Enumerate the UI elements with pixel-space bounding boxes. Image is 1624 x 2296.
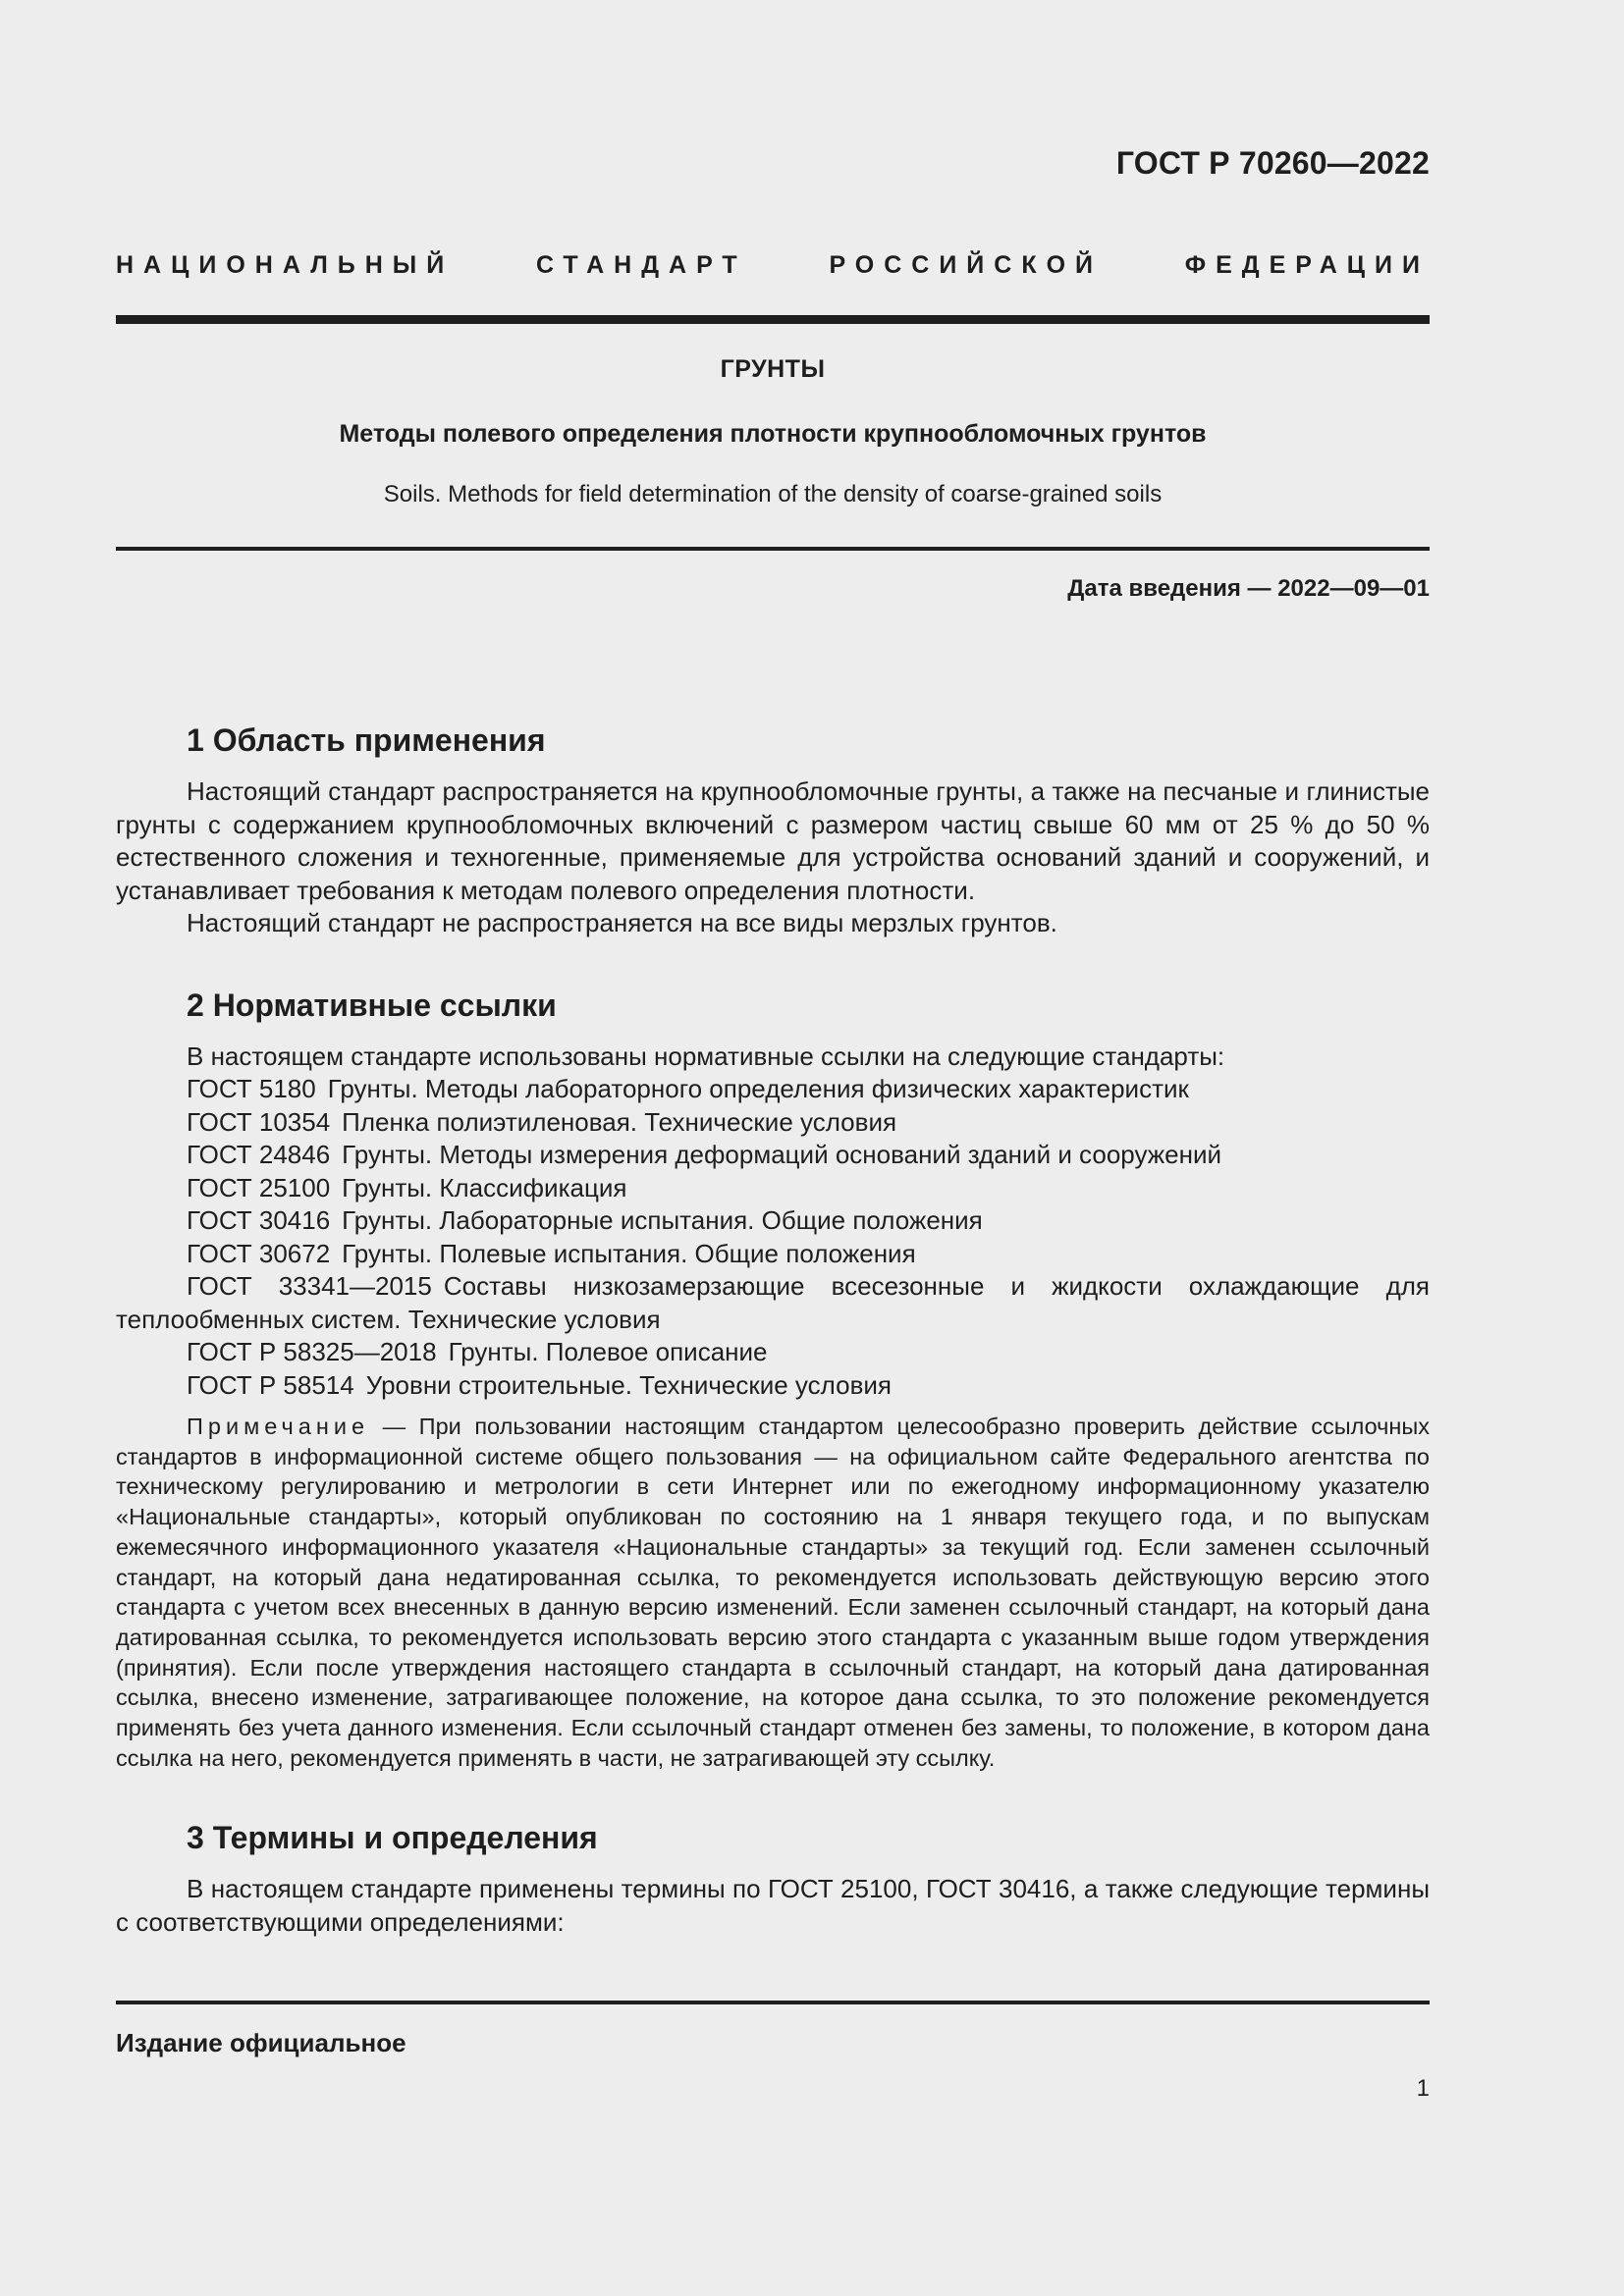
paragraph: В настоящем стандарте применены термины по ГОСТ 25100, ГОСТ 30416, а также следующие термины с соответствующими определениями: [116,1874,1430,1937]
section-heading: 3 Термины и определения [187,1820,598,1856]
section-heading: 2 Нормативные ссылки [187,987,557,1023]
section-heading: 1 Область применения [187,722,546,758]
note-text: — При пользовании настоящим стандартом целесообразно проверить действие ссылочных стандартов в информационной системе общего пользования — на официальном сайте Федерального агентства по техническому регулированию и метрологии в сети Интернет или по ежегодному информационному указателю «Национальные стандарты», который опубликован по состоянию на 1 января текущего года, и по выпускам ежемесячного информационного указателя «Национальные стандарты» за текущий год. Если заменен ссылочный стандарт, на который дана недатированная ссылка, то рекомендуется использовать действующую версию этого стандарта с учетом всех внесенных в данную версию изменений. Если заменен ссылочный стандарт, на который дана датированная ссылка, то рекомендуется использовать версию этого стандарта с указанным выше годом утверждения (принятия). Если после утверждения настоящего стандарта в ссылочный стандарт, на который дана датированная ссылка, внесено изменение, затрагивающее положение, на которое дана ссылка, то это положение рекомендуется применять без учета данного изменения. Если ссылочный стандарт отменен без замены, то положение, в котором дана ссылка на него, рекомендуется применять в части, не затрагивающей эту ссылку. [116,1414,1430,1771]
note-label: Примечание [187,1414,370,1439]
national-standard-banner: НАЦИОНАЛЬНЫЙ СТАНДАРТ РОССИЙСКОЙ ФЕДЕРАЦИИ [116,251,1430,279]
footer-divider [116,2001,1430,2004]
document-code: ГОСТ Р 70260—2022 [1115,145,1430,181]
document-body [116,719,1430,1939]
section-normative-references [116,984,1430,1774]
references-intro: В настоящем стандарте использованы нормативные ссылки на следующие стандарты: [187,1041,1225,1071]
page-number: 1 [1416,2075,1430,2102]
reference-item: ГОСТ 5180 Грунты. Методы лабораторного определения физических характеристик [187,1074,1189,1103]
section-scope [116,719,1430,940]
official-edition-label: Издание официальное [116,2028,406,2057]
reference-item: ГОСТ 10354 Пленка полиэтиленовая. Технические условия [187,1106,897,1137]
paragraph: Настоящий стандарт не распространяется на все виды мерзлых грунтов. [187,908,1057,937]
english-title: Soils. Methods for field determination of the density of coarse-grained soils [383,481,1163,507]
reference-item: ГОСТ 30672 Грунты. Полевые испытания. Общие положения [187,1238,916,1268]
reference-item: ГОСТ 30416 Грунты. Лабораторные испытания. Общие положения [187,1205,983,1235]
reference-item: ГОСТ 25100 Грунты. Классификация [187,1172,627,1202]
document-subtitle: Методы полевого определения плотности крупнообломочных грунтов [339,420,1207,448]
reference-item: ГОСТ Р 58514 Уровни строительные. Технические условия [187,1369,892,1400]
document-title: ГРУНТЫ [720,355,826,383]
reference-item: ГОСТ Р 58325—2018 Грунты. Полевое описание [187,1337,768,1366]
header-divider [116,315,1430,324]
paragraph: Настоящий стандарт распространяется на крупнообломочные грунты, а также на песчаные и глинистые грунты с содержанием крупнообломочных включений с размером частиц свыше 60 мм от 25 % до 50 % естественного сложения и техногенные, применяемые для устройства оснований зданий и сооружений, и устанавливает требования к методам полевого определения плотности. [116,776,1430,905]
title-divider [116,547,1430,551]
introduction-date: Дата введения — 2022—09—01 [1067,575,1430,602]
note-paragraph [116,1412,1430,1773]
section-terms-definitions [116,1816,1430,1939]
reference-item: ГОСТ 33341—2015 Составы низкозамерзающие всесезонные и жидкости охлаждающие для теплообменных систем. Технические условия [116,1271,1430,1334]
reference-item: ГОСТ 24846 Грунты. Методы измерения деформаций оснований зданий и сооружений [187,1140,1221,1169]
